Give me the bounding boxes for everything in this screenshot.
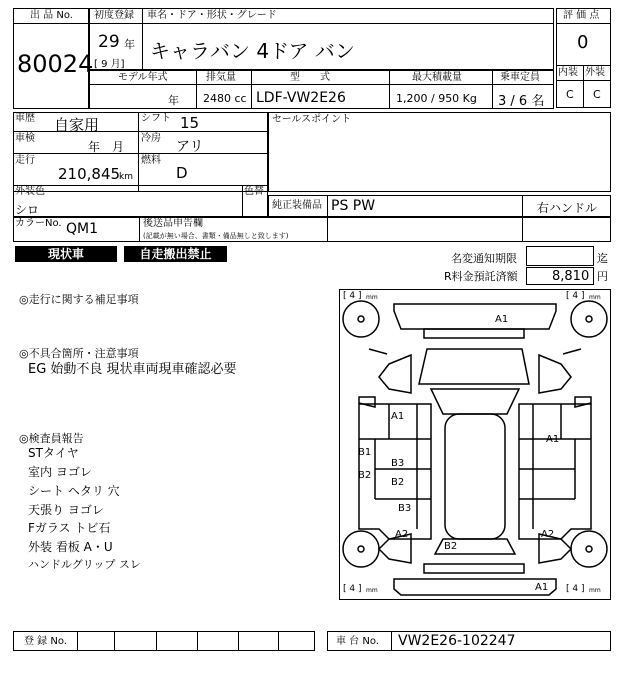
ext-color-label: 外装色 <box>15 186 45 197</box>
score-value: 0 <box>577 32 589 53</box>
damage-mark: A1 <box>391 411 405 422</box>
model-year-label: モデル年式 <box>118 72 168 83</box>
damage-mark: A1 <box>495 314 509 325</box>
color-no-label: カラーNo. <box>15 218 62 229</box>
tire-depth-fr: [ 4 ] <box>566 291 585 301</box>
defect-header: ◎不具合箇所・注意事項 <box>19 347 139 360</box>
inspector-item: 室内 ヨゴレ <box>28 465 92 479</box>
tire-depth-unit: mm <box>589 587 601 594</box>
inspection: 年 月 <box>88 140 125 154</box>
max-load: 1,200 / 950 Kg <box>396 92 477 105</box>
score-label: 評 価 点 <box>563 10 600 21</box>
car-diagram <box>339 289 611 600</box>
lot-label: 出 品 No. <box>30 10 73 21</box>
damage-mark: B3 <box>398 503 412 514</box>
ac: アリ <box>176 139 204 155</box>
first-reg-label: 初度登録 <box>94 10 134 21</box>
damage-mark: A2 <box>541 529 555 540</box>
fuel: D <box>176 164 188 182</box>
interior-grade: C <box>566 88 574 101</box>
type-label: 型 式 <box>290 72 330 83</box>
inspector-item: 天張り ヨゴレ <box>28 503 104 517</box>
defect-item: EG 始動不良 現状車両現車確認必要 <box>28 362 237 377</box>
fuel-label: 燃料 <box>141 155 161 166</box>
ac-label: 冷房 <box>141 133 161 144</box>
capacity: 3 / 6 名 <box>498 94 545 109</box>
docs-note: (記載が無い場合、書類・備品無しと致します) <box>143 232 289 240</box>
inspector-header: ◎検査員報告 <box>19 432 84 445</box>
drive-notes-header: ◎走行に関する補足事項 <box>19 293 139 306</box>
std-equip-label: 純正装備品 <box>272 200 322 211</box>
color-box <box>13 185 268 217</box>
reg-year: 29 <box>98 32 120 52</box>
damage-mark: B2 <box>358 470 372 481</box>
color-no: QM1 <box>66 221 99 237</box>
type: LDF-VW2E26 <box>256 90 346 106</box>
damage-mark: B3 <box>391 458 405 469</box>
car-name-label: 車名・ドア・形状・グレード <box>147 10 277 21</box>
exterior-grade: C <box>593 88 601 101</box>
inspector-item: STタイヤ <box>28 446 79 460</box>
tire-depth-unit: mm <box>366 294 378 301</box>
inspector-item: 外装 看板 A・U <box>28 540 113 554</box>
reg-year-unit: 年 <box>124 38 135 51</box>
max-load-label: 最大積載量 <box>412 72 462 83</box>
displacement-label: 排気量 <box>206 72 236 83</box>
name-change-box <box>526 246 594 266</box>
shift-label: シフト <box>141 113 171 124</box>
tire-depth-rl: [ 4 ] <box>343 584 362 594</box>
car-name: キャラバン 4ドア バン <box>150 39 355 63</box>
tire-depth-unit: mm <box>589 294 601 301</box>
reg-no-label: 登 録 No. <box>24 636 67 647</box>
shift: 15 <box>180 114 200 132</box>
displacement: 2480 cc <box>203 92 247 105</box>
std-equip: PS PW <box>331 198 376 214</box>
damage-mark: A1 <box>546 434 560 445</box>
recycle-unit: 円 <box>597 270 608 283</box>
ext-color: シロ <box>15 203 40 217</box>
chassis-label: 車 台 No. <box>336 636 379 647</box>
recycle-value: 8,810 <box>552 269 590 284</box>
tire-depth-fl: [ 4 ] <box>343 291 362 301</box>
jisou-badge: 自走搬出禁止 <box>124 246 227 262</box>
damage-mark: B1 <box>358 447 372 458</box>
model-year: 年 <box>168 94 179 107</box>
name-change-label: 名変通知期限 <box>451 252 517 265</box>
recycle-label: R料金預託済額 <box>444 270 518 283</box>
interior-label: 内装 <box>558 67 578 78</box>
reg-month: [ 9 月] <box>94 59 125 70</box>
color-change-label: 色替 <box>244 186 264 197</box>
inspection-label: 車検 <box>15 133 35 144</box>
genjo-badge: 現状車 <box>15 246 117 262</box>
damage-mark: A1 <box>535 582 549 593</box>
name-change-unit: 迄 <box>597 252 608 265</box>
mileage-unit: km <box>119 172 133 182</box>
damage-mark: A2 <box>395 529 409 540</box>
chassis-no: VW2E26-102247 <box>398 633 516 649</box>
tire-depth-unit: mm <box>366 587 378 594</box>
handle: 右ハンドル <box>537 201 598 215</box>
lot-number: 80024 <box>17 50 94 78</box>
inspector-item: Fガラス トビ石 <box>28 521 111 535</box>
history: 自家用 <box>54 116 100 134</box>
sales-point-label: セールスポイント <box>272 114 352 125</box>
tire-depth-rr: [ 4 ] <box>566 584 585 594</box>
docs-label: 後送品申告欄 <box>143 218 203 229</box>
damage-mark: B2 <box>391 477 405 488</box>
inspector-item: ハンドルグリップ スレ <box>28 558 141 571</box>
exterior-label: 外装 <box>585 67 605 78</box>
mileage-label: 走行 <box>15 155 35 166</box>
inspector-item: シート ヘタリ 穴 <box>28 484 120 498</box>
capacity-label: 乗車定員 <box>500 72 540 83</box>
history-label: 車歴 <box>15 113 35 124</box>
mileage: 210,845 <box>58 165 121 183</box>
damage-mark: B2 <box>444 541 458 552</box>
